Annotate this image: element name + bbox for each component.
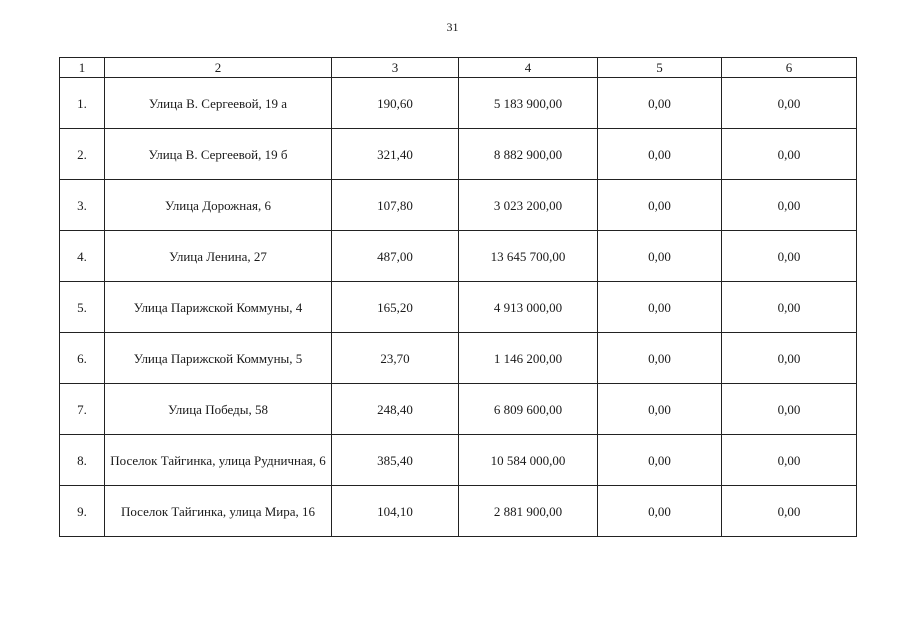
row-number: 2. (60, 129, 105, 180)
value-cell: 0,00 (598, 435, 722, 486)
area-cell: 107,80 (332, 180, 459, 231)
address-cell: Улица Парижской Коммуны, 4 (105, 282, 332, 333)
table-row (60, 486, 857, 537)
row-number: 9. (60, 486, 105, 537)
column-header: 2 (105, 58, 332, 78)
value-cell: 0,00 (598, 486, 722, 537)
address-cell: Улица Ленина, 27 (105, 231, 332, 282)
table-row (60, 282, 857, 333)
value-cell: 0,00 (722, 333, 857, 384)
value-cell: 0,00 (722, 486, 857, 537)
area-cell: 321,40 (332, 129, 459, 180)
area-cell: 165,20 (332, 282, 459, 333)
column-header: 1 (60, 58, 105, 78)
value-cell: 0,00 (598, 180, 722, 231)
row-number: 3. (60, 180, 105, 231)
value-cell: 0,00 (722, 180, 857, 231)
column-header: 4 (459, 58, 598, 78)
row-number: 6. (60, 333, 105, 384)
row-number: 8. (60, 435, 105, 486)
row-number: 7. (60, 384, 105, 435)
area-cell: 104,10 (332, 486, 459, 537)
address-cell: Поселок Тайгинка, улица Мира, 16 (105, 486, 332, 537)
amount-cell: 10 584 000,00 (459, 435, 598, 486)
page-number: 31 (446, 20, 459, 34)
value-cell: 0,00 (722, 231, 857, 282)
area-cell: 487,00 (332, 231, 459, 282)
table-row (60, 78, 857, 129)
table-row (60, 231, 857, 282)
address-cell: Поселок Тайгинка, улица Рудничная, 6 (105, 435, 332, 486)
amount-cell: 13 645 700,00 (459, 231, 598, 282)
table-row (60, 333, 857, 384)
address-cell: Улица В. Сергеевой, 19 а (105, 78, 332, 129)
amount-cell: 5 183 900,00 (459, 78, 598, 129)
amount-cell: 2 881 900,00 (459, 486, 598, 537)
column-header: 5 (598, 58, 722, 78)
row-number: 5. (60, 282, 105, 333)
value-cell: 0,00 (598, 78, 722, 129)
row-number: 4. (60, 231, 105, 282)
table-row (60, 435, 857, 486)
value-cell: 0,00 (722, 78, 857, 129)
row-number: 1. (60, 78, 105, 129)
value-cell: 0,00 (598, 129, 722, 180)
amount-cell: 6 809 600,00 (459, 384, 598, 435)
table-row (60, 129, 857, 180)
value-cell: 0,00 (722, 384, 857, 435)
amount-cell: 1 146 200,00 (459, 333, 598, 384)
value-cell: 0,00 (722, 435, 857, 486)
table-row (60, 384, 857, 435)
table-row (60, 180, 857, 231)
column-header: 3 (332, 58, 459, 78)
value-cell: 0,00 (722, 282, 857, 333)
value-cell: 0,00 (598, 333, 722, 384)
address-cell: Улица Дорожная, 6 (105, 180, 332, 231)
data-table (59, 57, 857, 537)
address-cell: Улица Парижской Коммуны, 5 (105, 333, 332, 384)
amount-cell: 3 023 200,00 (459, 180, 598, 231)
value-cell: 0,00 (598, 282, 722, 333)
value-cell: 0,00 (722, 129, 857, 180)
address-cell: Улица В. Сергеевой, 19 б (105, 129, 332, 180)
address-cell: Улица Победы, 58 (105, 384, 332, 435)
value-cell: 0,00 (598, 231, 722, 282)
area-cell: 23,70 (332, 333, 459, 384)
column-header: 6 (722, 58, 857, 78)
amount-cell: 4 913 000,00 (459, 282, 598, 333)
area-cell: 248,40 (332, 384, 459, 435)
area-cell: 190,60 (332, 78, 459, 129)
area-cell: 385,40 (332, 435, 459, 486)
value-cell: 0,00 (598, 384, 722, 435)
table-header-row (60, 58, 857, 78)
amount-cell: 8 882 900,00 (459, 129, 598, 180)
